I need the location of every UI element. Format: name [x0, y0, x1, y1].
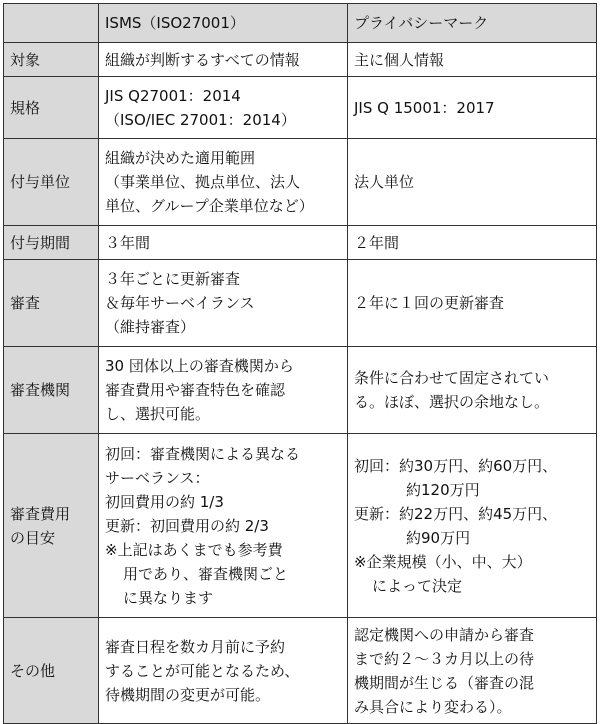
cell-line: 組織が判断するすべての情報	[105, 50, 300, 69]
cell-line: 初回：約30万円、約60万円、	[354, 456, 558, 475]
table-row	[4, 434, 597, 618]
pmark-cell	[348, 226, 597, 260]
label-line: の目安	[10, 528, 56, 547]
pmark-cell	[348, 77, 597, 139]
note-line: 用であり、審査機関ごと	[123, 564, 289, 583]
pmark-cell	[348, 618, 597, 724]
pmark-cell	[348, 434, 597, 618]
cell-line: 機期間が生じる（審査の混	[354, 673, 535, 692]
table-row	[4, 226, 597, 260]
table-row	[4, 260, 597, 347]
cell-line: 30 団体以上の審査機関から	[105, 357, 294, 375]
note-line: に異なります	[123, 588, 214, 607]
cell-line: る。ほぼ、選択の余地なし。	[354, 393, 550, 411]
table-row	[4, 347, 597, 434]
cell-line: み具合により変わる）。	[354, 697, 512, 716]
cell-line: 初回費用の約 1/3	[105, 492, 224, 511]
header-privacy-mark: プライバシーマーク	[348, 4, 597, 43]
row-label	[4, 226, 99, 260]
label-line: 付与期間	[10, 233, 71, 252]
isms-cell	[99, 139, 348, 226]
cell-line: 更新：初回費用の約 2/3	[105, 516, 269, 535]
pmark-cell	[348, 139, 597, 226]
cell-line: ２年間	[354, 233, 400, 252]
pmark-cell	[348, 260, 597, 347]
cell-line: 組織が決めた適用範囲	[105, 149, 256, 167]
cell-line: （ISO/IEC 27001：2014）	[105, 110, 296, 129]
isms-cell	[99, 434, 348, 618]
label-line: 審査	[10, 294, 41, 312]
cell-line: JIS Q27001：2014	[105, 86, 241, 105]
cell-line: し、選択可能。	[105, 405, 211, 423]
isms-cell	[99, 77, 348, 139]
cell-line: 審査日程を数カ月前に予約	[105, 637, 286, 656]
row-label	[4, 434, 99, 618]
cell-line: 条件に合わせて固定されてい	[354, 369, 550, 387]
cell-line: 更新：約22万円、約45万円、	[354, 504, 558, 523]
isms-cell	[99, 260, 348, 347]
cell-line: ２年に１回の更新審査	[354, 294, 505, 312]
cell-line: 主に個人情報	[354, 50, 445, 69]
cell-line: 審査費用や審査特色を確認	[105, 381, 286, 399]
cell-line: することが可能となるため、	[105, 661, 300, 680]
pmark-cell	[348, 347, 597, 434]
comparison-table	[3, 3, 597, 724]
label-line: 審査費用	[10, 504, 71, 523]
cell-line: 認定機関への申請から審査	[354, 625, 535, 644]
label-line: 審査機関	[10, 381, 71, 399]
row-label	[4, 618, 99, 724]
cell-line: サーベランス：	[105, 468, 210, 487]
row-label	[4, 43, 99, 77]
table-row	[4, 77, 597, 139]
cell-line: 法人単位	[354, 173, 415, 191]
cell-line: 単位、グループ企業単位など）	[105, 197, 314, 215]
cell-line: ３年ごとに更新審査	[105, 270, 241, 288]
cell-line: 初回：審査機関による異なる	[105, 444, 301, 463]
header-corner-cell	[4, 4, 99, 43]
cell-line: 約120万円	[406, 480, 480, 499]
label-line: その他	[10, 661, 56, 680]
cell-line: 約90万円	[406, 528, 471, 547]
row-label	[4, 77, 99, 139]
label-line: 対象	[10, 50, 41, 69]
header-row	[4, 4, 597, 43]
cell-line: （事業単位、拠点単位、法人	[105, 173, 301, 191]
row-label	[4, 347, 99, 434]
note-line: ※企業規模（小、中、大）	[354, 552, 532, 571]
pmark-cell	[348, 43, 597, 77]
isms-cell	[99, 43, 348, 77]
cell-line: 待機期間の変更が可能。	[105, 685, 271, 704]
cell-line: まで約２～３カ月以上の待	[354, 649, 535, 668]
header-isms: ISMS（ISO27001）	[99, 4, 348, 43]
isms-cell	[99, 618, 348, 724]
label-line: 付与単位	[10, 173, 71, 191]
row-label	[4, 139, 99, 226]
note-line: によって決定	[372, 576, 463, 595]
row-label	[4, 260, 99, 347]
table-row	[4, 43, 597, 77]
isms-cell	[99, 226, 348, 260]
table-row	[4, 618, 597, 724]
note-line: ※上記はあくまでも参考費	[105, 540, 283, 559]
table-row	[4, 139, 597, 226]
cell-line: （維持審査）	[105, 318, 196, 336]
isms-cell	[99, 347, 348, 434]
cell-line: ＆毎年サーベイランス	[105, 294, 255, 312]
cell-line: ３年間	[105, 233, 151, 252]
cell-line: JIS Q 15001：2017	[354, 98, 495, 117]
label-line: 規格	[10, 98, 41, 117]
